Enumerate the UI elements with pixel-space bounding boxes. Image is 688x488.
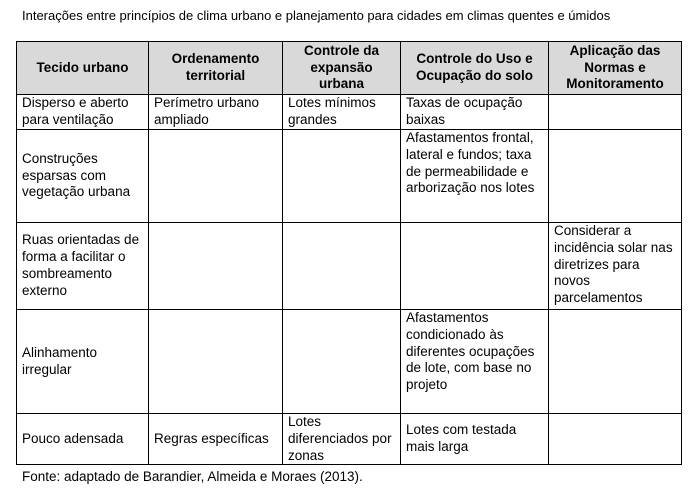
- header-ordenamento-territorial: Ordenamento territorial: [149, 42, 283, 95]
- planning-table-container: [16, 41, 681, 465]
- source-note: Fonte: adaptado de Barandier, Almeida e Moraes (2013).: [22, 469, 363, 484]
- table-cell: [149, 130, 283, 223]
- header-controle-expansao: Controle da expansão urbana: [283, 42, 401, 95]
- table-row: [17, 414, 682, 465]
- table-cell: [149, 310, 283, 414]
- table-cell: [549, 414, 682, 465]
- table-cell: Ruas orientadas de forma a facilitar o sombreamento externo: [17, 223, 149, 310]
- table-cell: [549, 310, 682, 414]
- table-cell: Alinhamento irregular: [17, 310, 149, 414]
- table-cell: [549, 95, 682, 130]
- table-cell: Taxas de ocupação baixas: [401, 95, 549, 130]
- table-row: [17, 223, 682, 310]
- table-row: [17, 130, 682, 223]
- header-aplicacao-normas: Aplicação das Normas e Monitoramento: [549, 42, 682, 95]
- table-row: [17, 95, 682, 130]
- table-cell: [283, 130, 401, 223]
- table-cell: Afastamentos condicionado às diferentes ocupações de lote, com base no projeto: [401, 310, 549, 414]
- table-cell: [283, 310, 401, 414]
- header-tecido-urbano: Tecido urbano: [17, 42, 149, 95]
- table-cell: Lotes diferenciados por zonas: [283, 414, 401, 465]
- table-cell: Pouco adensada: [17, 414, 149, 465]
- header-controle-uso-ocupacao: Controle do Uso e Ocupação do solo: [401, 42, 549, 95]
- table-caption: Interações entre princípios de clima urbano e planejamento para cidades em climas quentes e úmidos: [22, 8, 611, 23]
- table-cell: Disperso e aberto para ventilação: [17, 95, 149, 130]
- table-cell: [149, 223, 283, 310]
- table-cell: [401, 223, 549, 310]
- table-cell: Afastamentos frontal, lateral e fundos; taxa de permeabilidade e arborização nos lotes: [401, 130, 549, 223]
- table-cell: Regras específicas: [149, 414, 283, 465]
- table-cell: Lotes com testada mais larga: [401, 414, 549, 465]
- table-row: [17, 310, 682, 414]
- table-cell: [549, 130, 682, 223]
- planning-table: [16, 41, 682, 465]
- table-cell: Lotes mínimos grandes: [283, 95, 401, 130]
- table-cell: Construções esparsas com vegetação urbana: [17, 130, 149, 223]
- table-cell: Perímetro urbano ampliado: [149, 95, 283, 130]
- table-cell: Considerar a incidência solar nas diretrizes para novos parcelamentos: [549, 223, 682, 310]
- table-header-row: [17, 42, 682, 95]
- table-cell: [283, 223, 401, 310]
